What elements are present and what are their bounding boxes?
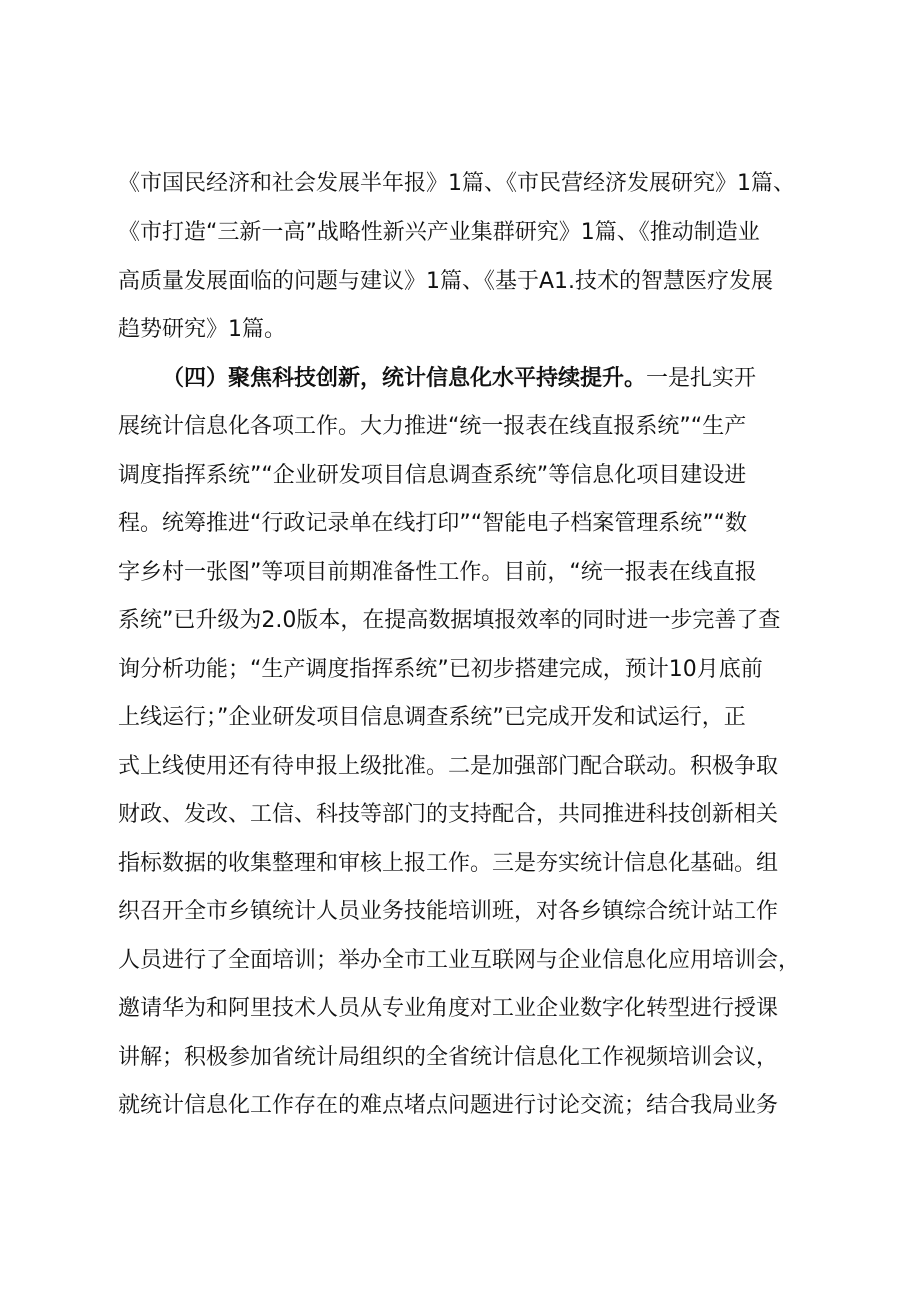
paragraph-line: 高质量发展面临的问题与建议》1篇、《基于A1.技术的智慧医疗发展 [118, 269, 774, 294]
section-heading-line [162, 356, 838, 402]
paragraph-line: 程。统筹推进“行政记录单在线打印”“智能电子档案管理系统”“数 [118, 511, 747, 536]
paragraph-line: 指标数据的收集整理和审核上报工作。三是夯实统计信息化基础。组 [118, 851, 779, 876]
paragraph-line: 趋势研究》1篇。 [118, 317, 286, 342]
paragraph-line: 字乡村一张图”等项目前期准备性工作。目前，“统一报表在线直报 [118, 560, 757, 585]
paragraph-line: 织召开全市乡镇统计人员业务技能培训班，对各乡镇综合统计站工作 [118, 899, 779, 924]
paragraph-line: 系统”已升级为2.0版本，在提高数据填报效率的同时进一步完善了查 [118, 608, 781, 633]
paragraph-line: 调度指挥系统”“企业研发项目信息调查系统”等信息化项目建设进 [118, 463, 747, 488]
paragraph-line: 邀请华为和阿里技术人员从专业角度对工业企业数字化转型进行授课 [118, 996, 779, 1021]
section-heading: （四）聚焦科技创新，统计信息化水平持续提升。 [162, 366, 647, 391]
paragraph-line: 讲解；积极参加省统计局组织的全省统计信息化工作视频培训会议， [118, 1045, 779, 1070]
paragraph-line: 询分析功能；“生产调度指挥系统”已初步搭建完成，预计10月底前 [118, 657, 763, 682]
paragraph-line: 人员进行了全面培训；举办全市工业互联网与企业信息化应用培训会， [118, 948, 801, 973]
paragraph-line: 展统计信息化各项工作。大力推进“统一报表在线直报系统”“生产 [118, 414, 747, 439]
section-heading-continuation: 一是扎实开 [646, 366, 757, 391]
paragraph-line: 财政、发改、工信、科技等部门的支持配合，共同推进科技创新相关 [118, 802, 779, 827]
paragraph-line: 《市打造“三新一高”战略性新兴产业集群研究》1篇、《推动制造业 [118, 220, 760, 245]
paragraph-line: 上线运行；”企业研发项目信息调查系统”已完成开发和试运行，正 [118, 705, 746, 730]
paragraph-line: 就统计信息化工作存在的难点堵点问题进行讨论交流；结合我局业务 [118, 1093, 779, 1118]
paragraph-line: 《市国民经济和社会发展半年报》1篇、《市民营经济发展研究》1篇、 [118, 171, 795, 196]
paragraph-line: 式上线使用还有待申报上级批准。二是加强部门配合联动。积极争取 [118, 754, 779, 779]
